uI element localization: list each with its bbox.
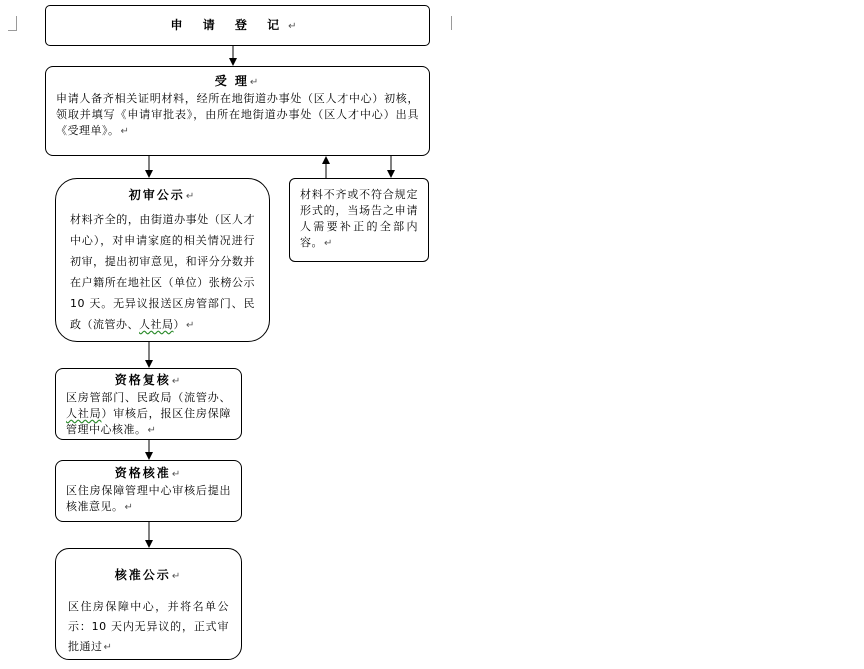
node-review-text: 区房管部门、民政局（流管办、人社局）审核后，报区住房保障管理中心核准。↵ — [66, 391, 232, 436]
paragraph-mark-icon: ↵ — [324, 238, 333, 249]
node-preliminary-title: 初审公示↵ — [128, 188, 197, 202]
node-approval-text: 区住房保障管理中心审核后提出核准意见。↵ — [66, 484, 231, 513]
paragraph-mark-icon: ↵ — [120, 126, 130, 137]
node-preliminary-text: 材料齐全的，由街道办事处（区人才中心），对申请家庭的相关情况进行初审，提出初审意见，和评分分数并在户籍所在地社区（单位）张榜公示 10 天。无异议报送区房管部门、民政（流管办、人社局）↵ — [70, 213, 255, 331]
node-publicity-title: 核准公示↵ — [114, 568, 183, 582]
paragraph-mark-icon: ↵ — [147, 425, 157, 436]
paragraph-mark-icon: ↵ — [171, 571, 183, 582]
node-approval-title: 资格核准↵ — [114, 466, 183, 480]
paragraph-mark-icon: ↵ — [288, 20, 305, 32]
node-accept — [45, 66, 430, 156]
paragraph-mark-icon: ↵ — [171, 469, 183, 480]
spellcheck-underlined-text: 人社局 — [66, 407, 102, 420]
node-review-title: 资格复核↵ — [114, 373, 183, 387]
node-accept-text: 申请人备齐相关证明材料，经所在地街道办事处（区人才中心）初核，领取并填写《申请审批表》，由所在地街道办事处（区人才中心）出具《受理单》。↵ — [56, 92, 419, 137]
node-review — [55, 368, 242, 440]
node-publicity — [55, 548, 242, 660]
paragraph-mark-icon: ↵ — [171, 376, 183, 387]
node-incomplete-text: 材料不齐或不符合规定形式的，当场告之申请人需要补正的全部内容。↵ — [300, 188, 418, 249]
node-approval — [55, 460, 242, 522]
paragraph-mark-icon: ↵ — [103, 642, 113, 653]
node-preliminary — [55, 178, 270, 342]
paragraph-mark-icon: ↵ — [124, 502, 134, 513]
paragraph-mark-icon: ↵ — [186, 320, 195, 331]
node-register-title: 申 请 登 记↵ — [170, 17, 305, 32]
paragraph-mark-icon: ↵ — [185, 191, 197, 202]
node-accept-title: 受 理↵ — [214, 74, 261, 88]
spellcheck-underlined-text: 人社局 — [139, 318, 174, 331]
node-publicity-text: 区住房保障中心，并将名单公示：10 天内无异议的，正式审批通过↵ — [68, 600, 229, 653]
paragraph-mark-icon: ↵ — [249, 77, 261, 88]
node-register — [45, 5, 430, 46]
node-incomplete — [289, 178, 429, 262]
